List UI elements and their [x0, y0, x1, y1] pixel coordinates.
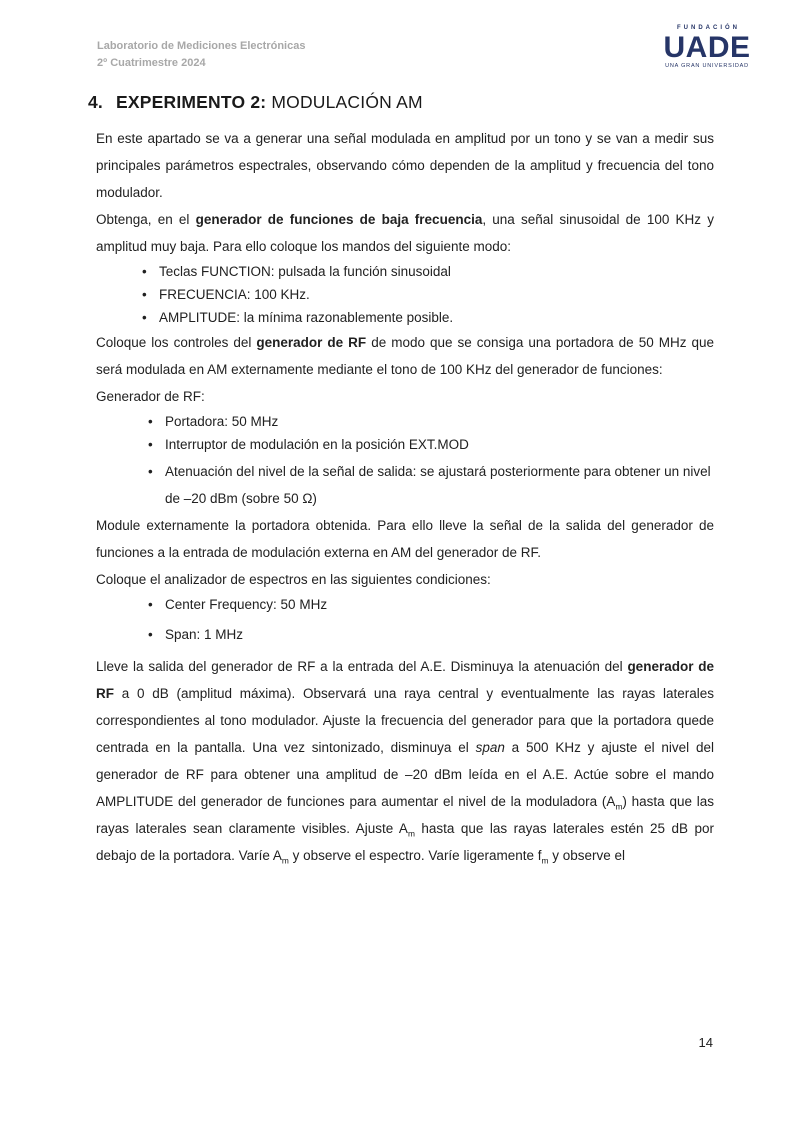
bullet-icon: •: [148, 437, 153, 452]
list-item-text: [159, 306, 714, 329]
bullet-icon: •: [148, 464, 153, 479]
text-run: Module externamente la portadora obtenida. Para ello lleve la señal de la salida del generador de funciones a la entrada de modulación externa en AM del generador de RF.: [96, 518, 714, 560]
list-item: [148, 623, 714, 647]
bold-text: generador de RF: [96, 659, 714, 701]
page-number: 14: [698, 1035, 713, 1050]
header-course-title: Laboratorio de Mediciones Electrónicas: [97, 40, 306, 52]
subscript-text: m: [541, 855, 549, 866]
bullet-icon: •: [142, 264, 147, 279]
rf-generator-label: [96, 383, 714, 410]
italic-text: span: [475, 740, 505, 755]
bullet-icon: •: [148, 627, 153, 642]
text-run: Interruptor de modulación en la posición EXT.MOD: [165, 437, 469, 452]
list-item-text: [165, 458, 714, 512]
bullet-icon: •: [148, 597, 153, 612]
list-item-text: [159, 260, 714, 283]
list-item: [142, 283, 714, 306]
rf-generator-settings-list: [96, 410, 714, 512]
bold-text: generador de RF: [256, 335, 367, 350]
text-run: , una señal sinusoidal de 100 KHz y amplitud muy baja. Para ello coloque los mandos del siguiente modo:: [96, 212, 714, 254]
function-generator-settings-list: [96, 260, 714, 329]
intro-paragraph: [96, 125, 714, 206]
text-run: Coloque el analizador de espectros en las siguientes condiciones:: [96, 572, 491, 587]
uade-logo: [652, 24, 762, 70]
subscript-text: m: [281, 855, 289, 866]
section-title-bold: EXPERIMENTO 2:: [116, 92, 267, 112]
text-run: Lleve la salida del generador de RF a la entrada del A.E. Disminuya la atenuación del: [96, 659, 628, 674]
text-run: hasta que las rayas laterales estén 25 dB por debajo de la portadora. Varíe A: [96, 821, 714, 863]
text-run: Atenuación del nivel de la señal de salida: se ajustará posteriormente para obtener un nivel de –20 dBm (sobre 50 Ω): [165, 464, 711, 506]
document-content: [88, 92, 715, 869]
text-run: Center Frequency: 50 MHz: [165, 597, 328, 612]
logo-acronym: UADE: [663, 31, 751, 64]
header-semester: 2º Cuatrimestre 2024: [97, 57, 206, 69]
spectrum-analyzer-settings-list: [96, 593, 714, 647]
text-run: Span: 1 MHz: [165, 627, 244, 642]
text-run: de modo que se consiga una portadora de 50 MHz que será modulada en AM externamente mediante el tono de 100 KHz del generador de funciones:: [96, 335, 715, 377]
bullet-icon: •: [148, 414, 153, 429]
list-item: [148, 433, 714, 456]
bullet-icon: •: [142, 287, 147, 302]
text-run: a 500 KHz y ajuste el nivel del generador de RF para obtener una amplitud de –20 dBm leída en el A.E. Actúe sobre el mando AMPLITUDE del generador de funciones para aumentar el nivel de la moduladora (A: [96, 740, 714, 809]
list-item: [148, 458, 714, 512]
subscript-text: m: [407, 828, 415, 839]
header-course-info: [97, 38, 305, 72]
text-run: ) hasta que las rayas laterales sean claramente visibles. Ajuste A: [96, 794, 714, 836]
subscript-text: m: [615, 801, 623, 812]
list-item-text: [159, 283, 714, 306]
text-run: a 0 dB (amplitud máxima). Observará una raya central y eventualmente las rayas laterales correspondientes al tono modulador. Ajuste la frecuencia del generador para que la portadora quede centrada en la pantalla. Una vez sintonizado, disminuya el: [96, 686, 714, 755]
text-run: Obtenga, en el: [96, 212, 196, 227]
list-item: [148, 593, 714, 617]
text-run: Teclas FUNCTION: pulsada la función sinusoidal: [159, 264, 451, 279]
text-run: y observe el: [548, 848, 625, 863]
text-run: Coloque los controles del: [96, 335, 257, 350]
list-item-text: [165, 623, 714, 647]
spectrum-analyzer-paragraph: [96, 566, 714, 593]
external-modulation-paragraph: [96, 512, 714, 566]
text-run: FRECUENCIA: 100 KHz.: [159, 287, 310, 302]
text-run: y observe el espectro. Varíe ligeramente f: [288, 848, 542, 863]
section-number: 4.: [88, 92, 103, 112]
section-title-regular: MODULACIÓN AM: [271, 92, 423, 112]
rf-generator-paragraph: [96, 329, 714, 383]
list-item: [148, 410, 714, 433]
list-item-text: [165, 433, 714, 456]
list-item-text: [165, 410, 714, 433]
logo-tagline: UNA GRAN UNIVERSIDAD: [665, 63, 749, 69]
function-generator-paragraph: [96, 206, 714, 260]
text-run: En este apartado se va a generar una señal modulada en amplitud por un tono y se van a medir sus principales parámetros espectrales, observando cómo dependen de la amplitud y frecuencia del tono modulador.: [96, 131, 714, 200]
bold-text: generador de funciones de baja frecuencia: [195, 212, 483, 227]
document-body: [96, 125, 714, 869]
list-item: [142, 306, 714, 329]
list-item-text: [165, 593, 714, 617]
logo-foundation-text: FUNDACIÓN: [677, 25, 740, 31]
section-heading: [88, 92, 714, 113]
measurement-procedure-paragraph: [96, 653, 714, 869]
text-run: AMPLITUDE: la mínima razonablemente posible.: [159, 310, 454, 325]
list-item: [142, 260, 714, 283]
text-run: Portadora: 50 MHz: [165, 414, 279, 429]
text-run: Generador de RF:: [96, 389, 205, 404]
bullet-icon: •: [142, 310, 147, 325]
